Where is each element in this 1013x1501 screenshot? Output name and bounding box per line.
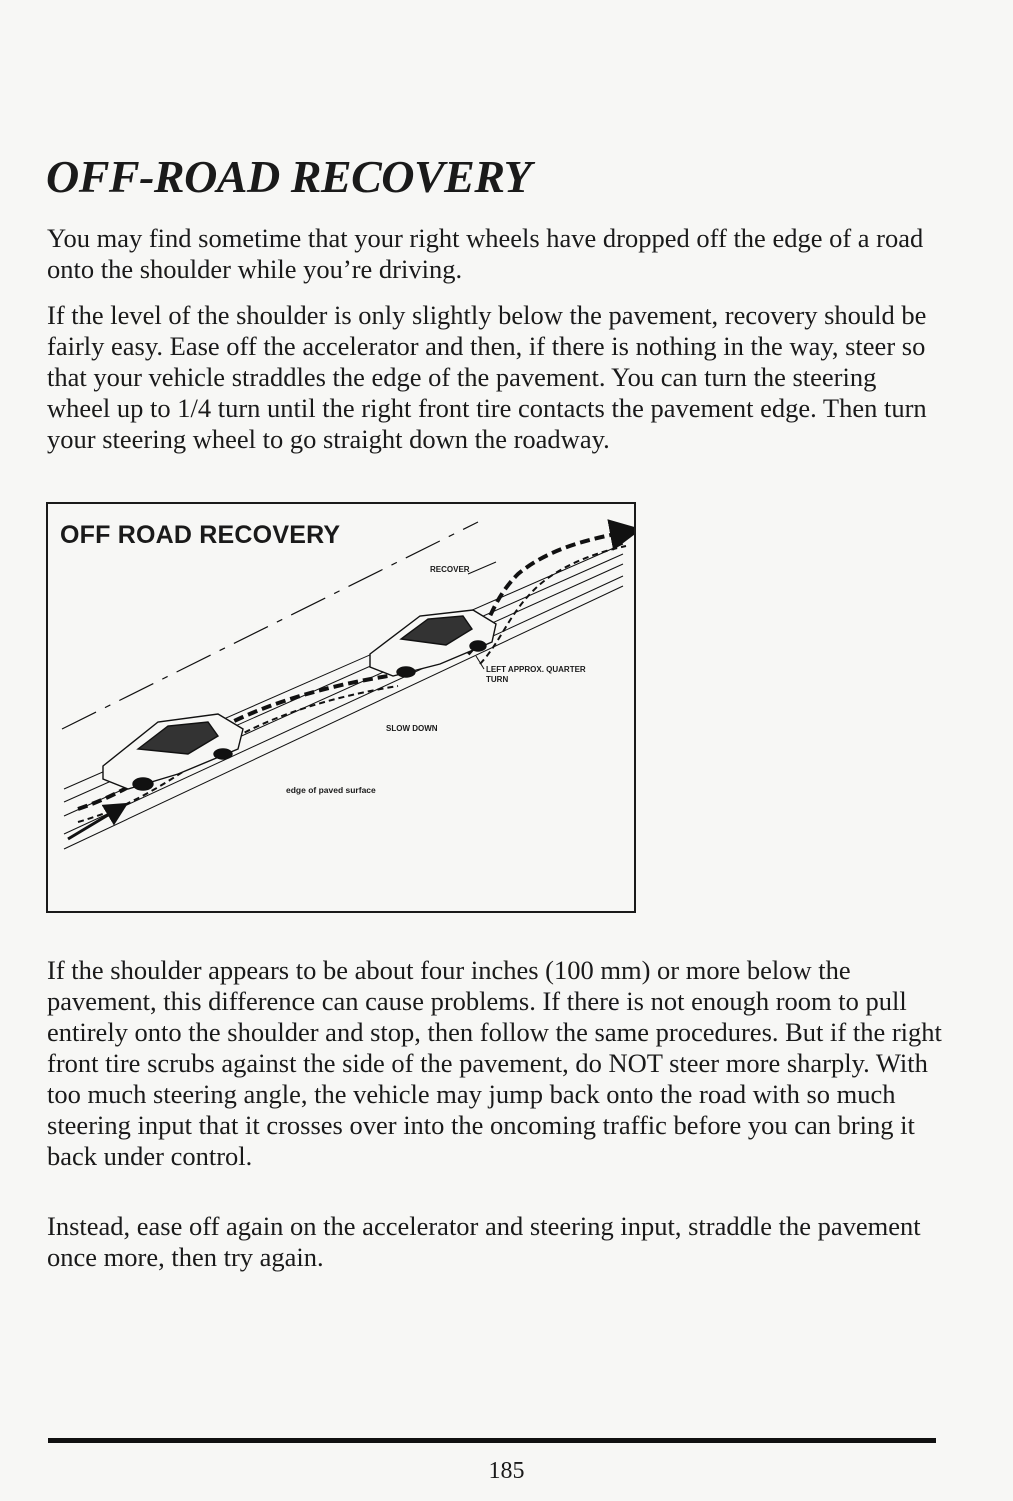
retry-paragraph: Instead, ease off again on the accelerator and steering input, straddle the pavement once more, then try again. bbox=[47, 1211, 921, 1272]
label-edge-of-paved-surface: edge of paved surface bbox=[286, 785, 376, 795]
footer-rule bbox=[48, 1438, 936, 1443]
page-title: OFF-ROAD RECOVERY bbox=[46, 151, 532, 202]
road-illustration bbox=[48, 504, 634, 911]
figure-title: OFF ROAD RECOVERY bbox=[60, 521, 341, 549]
recovery-paragraph: If the level of the shoulder is only slightly below the pavement, recovery should be fairly easy. Ease off the accelerator and then, if there is nothing in the way, steer so that your vehicle straddles the edge of the pavement. You can turn the steering wheel up to 1/4 turn until the right front tire contacts the pavement edge. Then turn your steering wheel to go straight down the roadway. bbox=[47, 300, 927, 454]
label-left-quarter-turn: LEFT APPROX. QUARTER TURN bbox=[486, 665, 586, 684]
label-slow-down: SLOW DOWN bbox=[386, 724, 438, 733]
car-front-icon bbox=[370, 610, 496, 677]
intro-paragraph: You may find sometime that your right wheels have dropped off the edge of a road onto the shoulder while you’re driving. bbox=[47, 223, 924, 284]
off-road-recovery-figure bbox=[46, 502, 636, 913]
page-number: 185 bbox=[488, 1458, 525, 1484]
deep-shoulder-paragraph: If the shoulder appears to be about four inches (100 mm) or more below the pavement, this difference can cause problems. If there is not enough room to pull entirely onto the shoulder and stop, then follow the same procedures. But if the right front tire scrubs against the side of the pavement, do NOT steer more sharply. With too much steering angle, the vehicle may jump back onto the road with so much steering input that it crosses over into the oncoming traffic before you can bring it back under control. bbox=[47, 955, 942, 1171]
label-recover: RECOVER bbox=[430, 565, 470, 574]
